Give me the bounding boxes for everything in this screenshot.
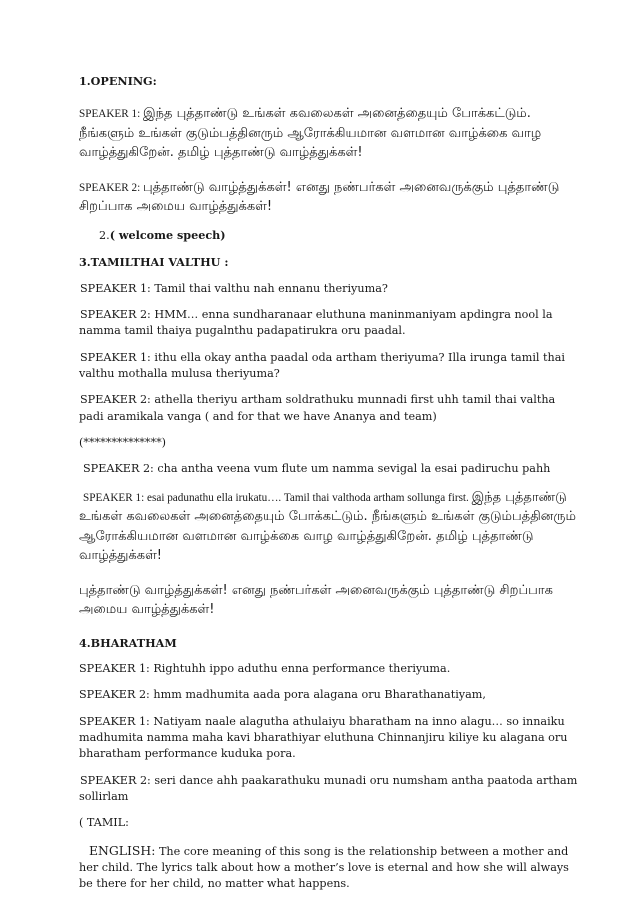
bharatham-line-3: SPEAKER 1: Natiyam naale alagutha athulaiyu bharatham na inno alagu… so innaiku madhumita namma maha kavi bharathiyar eluthuna Chinnanjiru kiliye ku alagana oru bharatham performance kuduka pora. (79, 714, 568, 761)
tamilthai-valthu-heading: 3.TAMILTHAI VALTHU : (79, 255, 229, 270)
valthu-line-4: SPEAKER 2: athella theriyu artham soldrathuku munnadi first uhh tamil thai valtha padi aramikala vanga ( and for that we have Ananya and team) (79, 393, 556, 423)
opening-heading: 1.OPENING: (79, 74, 157, 88)
english-meaning (79, 842, 582, 893)
tamil-text: புத்தாண்டு வாழ்த்துக்கள்! எனது நண்பர்கள் அனைவருக்கும் புத்தாண்டு சிறப்பாக அமைய வாழ்த்துக்கள்! (79, 179, 560, 215)
english-label: ENGLISH: (89, 842, 156, 858)
valthu-speaker-1-mixed (79, 488, 582, 566)
valthu-stars: (**************) (79, 435, 167, 449)
valthu-line-2: SPEAKER 2: HMM… enna sundharanaar eluthuna maninmaniyam apdingra nool la namma tamil thaiya pugalnthu padapatirukra oru paadal. (79, 307, 553, 338)
tamil-text: இந்த புத்தாண்டு உங்கள் கவலைகள் அனைத்தையும் போக்கட்டும். நீங்களும் உங்கள் குடும்பத்தினரும் ஆரோக்கியமான வளமான வாழ்க்கை வாழ வாழ்த்துகிறேன். தமிழ் புத்தாண்டு வாழ்த்துக்கள்! (79, 489, 576, 564)
tamil-text: இந்த புத்தாண்டு உங்கள் கவலைகள் அனைத்தையும் போக்கட்டும். நீங்களும் உங்கள் குடும்பத்தினரும் ஆரோக்கியமான வளமான வாழ்க்கை வாழ வாழ்த்துகிறேன். தமிழ் புத்தாண்டு வாழ்த்துக்கள்! (79, 106, 542, 161)
bharatham-heading: 4.BHARATHAM (79, 635, 177, 650)
english-text: The core meaning of this song is the relationship between a mother and her child. The lyrics talk about how a mother’s love is eternal and how she will always be there for her child, no matter what happens. (79, 844, 569, 891)
welcome-number: 2. (99, 228, 110, 242)
bharatham-tamil-open: ( TAMIL: (79, 816, 129, 830)
bharatham-line-4: SPEAKER 2: seri dance ahh paakarathuku munadi oru numsham antha paatoda artham sollirlam (79, 773, 578, 804)
valthu-line-6: SPEAKER 2: cha antha veena vum flute um namma sevigal la esai padiruchu pahh (83, 462, 551, 476)
valthu-line-3: SPEAKER 1: ithu ella okay antha paadal oda artham theriyuma? Illa irunga tamil thai valthu mothalla mulusa theriyuma? (79, 350, 566, 380)
bharatham-line-1: SPEAKER 1: Rightuhh ippo aduthu enna performance theriyuma. (79, 661, 451, 675)
speaker-label: SPEAKER 1: (79, 108, 144, 121)
welcome-text: ( welcome speech) (109, 227, 226, 242)
bharatham-line-2: SPEAKER 2: hmm madhumita aada pora alagana oru Bharathanatiyam, (79, 688, 486, 702)
latin-text: SPEAKER 1: esai padunathu ella irukatu…. Tamil thai valthoda artham sollunga first. (83, 491, 472, 504)
welcome-speech-item (79, 227, 582, 244)
opening-speaker-2 (79, 178, 582, 217)
speaker-label: SPEAKER 2: (79, 181, 144, 194)
valthu-line-1: SPEAKER 1: Tamil thai valthu nah ennanu theriyuma? (80, 281, 388, 295)
valthu-tamil-paragraph: புத்தாண்டு வாழ்த்துக்கள்! எனது நண்பர்கள் அனைவருக்கும் புத்தாண்டு சிறப்பாக அமைய வாழ்த்துக்கள்! (79, 582, 553, 618)
opening-speaker-1 (79, 104, 582, 163)
